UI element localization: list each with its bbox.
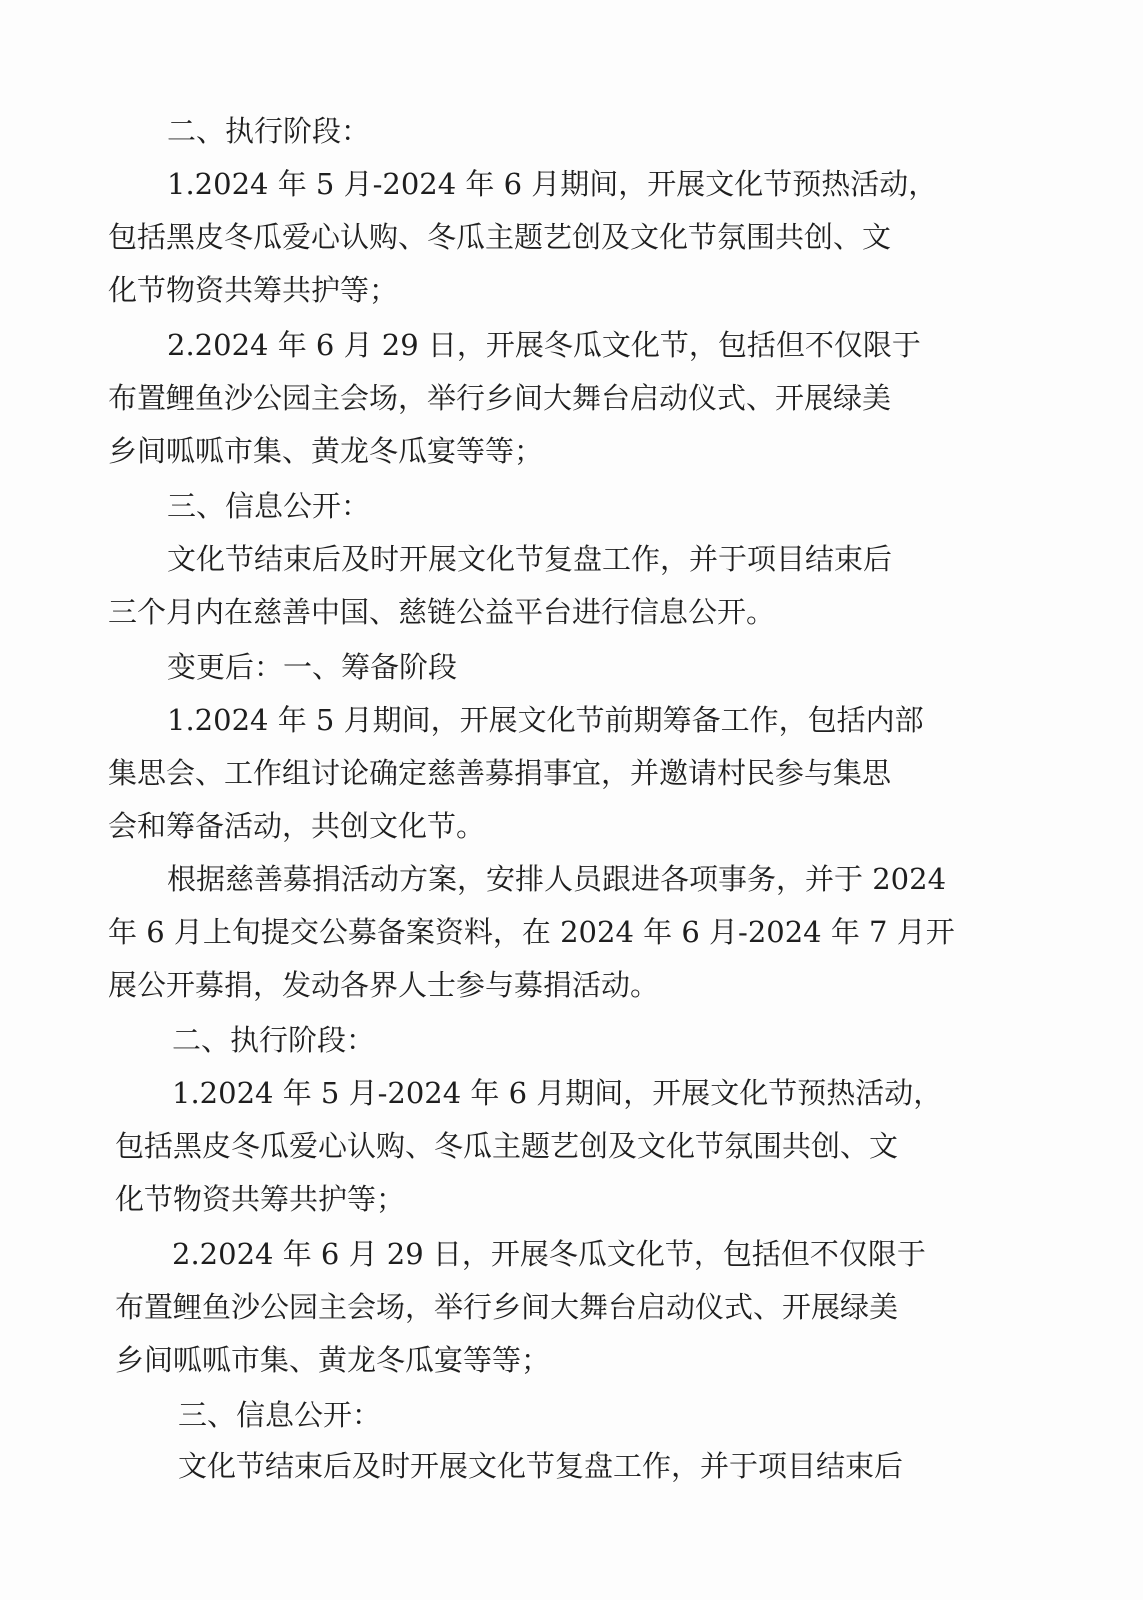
section-heading-disclosure: 三、信息公开： [167,489,371,523]
paragraph-line: 根据慈善募捐活动方案，安排人员跟进各项事务，并于 2024 [167,862,947,896]
section-heading-disclosure: 三、信息公开： [178,1398,382,1432]
paragraph-line: 布置鲤鱼沙公园主会场，举行乡间大舞台启动仪式、开展绿美 [115,1290,899,1324]
paragraph-line: 化节物资共筹共护等； [108,273,399,307]
paragraph-line: 年 6 月上旬提交公募备案资料，在 2024 年 6 月-2024 年 7 月开 [108,915,955,949]
paragraph-line: 化节物资共筹共护等； [115,1182,406,1216]
paragraph-line: 展公开募捐，发动各界人士参与募捐活动。 [108,968,660,1002]
paragraph-line: 集思会、工作组讨论确定慈善募捐事宜，并邀请村民参与集思 [108,756,892,790]
paragraph-line: 文化节结束后及时开展文化节复盘工作，并于项目结束后 [178,1449,904,1483]
section-heading-execution: 二、执行阶段： [167,114,371,148]
paragraph-line: 包括黑皮冬瓜爱心认购、冬瓜主题艺创及文化节氛围共创、文 [108,220,892,254]
paragraph-line: 1.2024 年 5 月期间，开展文化节前期筹备工作，包括内部 [167,703,924,737]
paragraph-line: 1.2024 年 5 月-2024 年 6 月期间，开展文化节预热活动， [172,1076,943,1110]
paragraph-line: 文化节结束后及时开展文化节复盘工作，并于项目结束后 [167,542,893,576]
paragraph-line: 布置鲤鱼沙公园主会场，举行乡间大舞台启动仪式、开展绿美 [108,381,892,415]
paragraph-line: 2.2024 年 6 月 29 日，开展冬瓜文化节，包括但不仅限于 [172,1237,926,1271]
section-heading-after-change: 变更后：一、筹备阶段 [167,650,458,684]
paragraph-line: 2.2024 年 6 月 29 日，开展冬瓜文化节，包括但不仅限于 [167,328,921,362]
paragraph-line: 1.2024 年 5 月-2024 年 6 月期间，开展文化节预热活动， [167,167,938,201]
paragraph-line: 包括黑皮冬瓜爱心认购、冬瓜主题艺创及文化节氛围共创、文 [115,1129,899,1163]
paragraph-line: 乡间呱呱市集、黄龙冬瓜宴等等； [115,1343,551,1377]
paragraph-line: 会和筹备活动，共创文化节。 [108,809,486,843]
section-heading-execution: 二、执行阶段： [172,1023,376,1057]
paragraph-line: 三个月内在慈善中国、慈链公益平台进行信息公开。 [108,595,776,629]
paragraph-line: 乡间呱呱市集、黄龙冬瓜宴等等； [108,434,544,468]
